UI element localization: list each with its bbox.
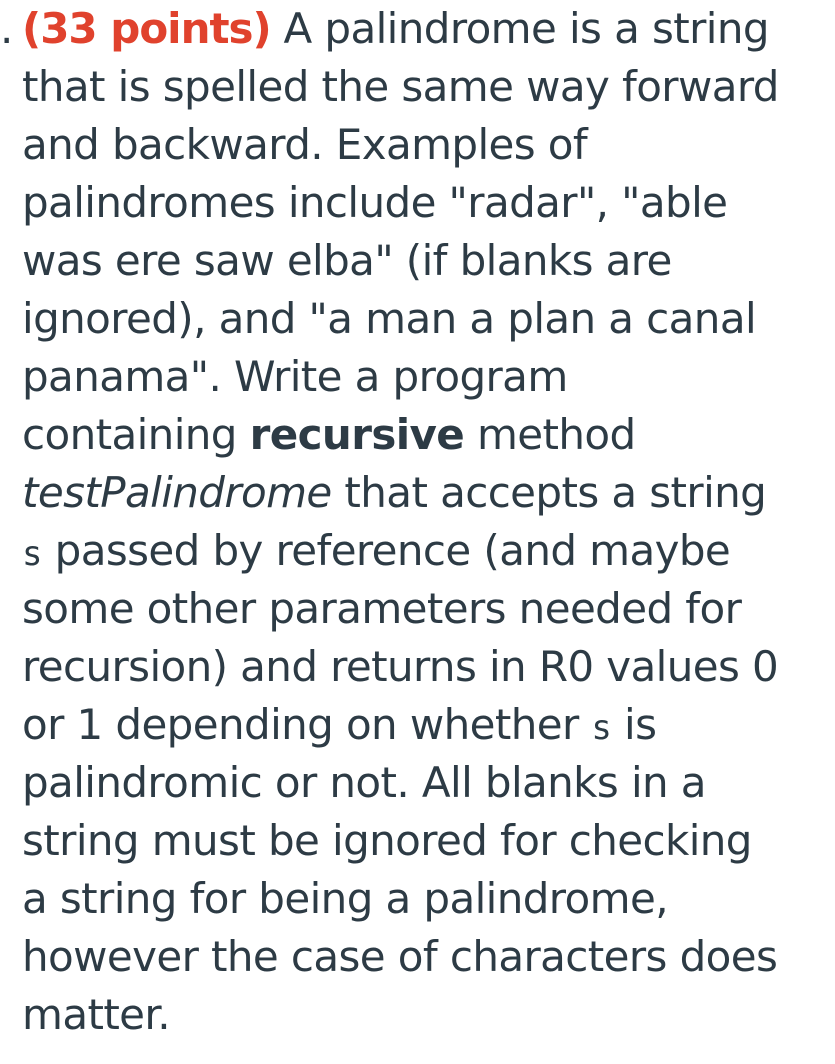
- question-line: was ere saw elba" (if blanks are: [22, 236, 672, 285]
- question-line: and backward. Examples of: [22, 120, 588, 169]
- method-name-testpalindrome: testPalindrome: [22, 468, 332, 517]
- question-text-segment: containing: [22, 410, 237, 459]
- question-text-segment: method: [476, 410, 636, 459]
- question-line: [0, 406, 835, 464]
- question-text-segment: that accepts a string: [344, 468, 767, 517]
- question-line: [0, 522, 835, 580]
- question-line: matter.: [22, 990, 170, 1039]
- question-line: a string for being a palindrome,: [22, 874, 668, 923]
- code-variable-s: s: [22, 534, 42, 574]
- question-text-segment: passed by reference (and maybe: [54, 526, 731, 575]
- question-line: [0, 0, 835, 58]
- points-label: (33 points): [22, 4, 271, 53]
- question-text-segment: A palindrome is a string: [283, 4, 769, 53]
- question-line: [0, 464, 835, 522]
- question-line: palindromes include "radar", "able: [22, 178, 728, 227]
- question-text-segment: or 1 depending on whether: [22, 700, 579, 749]
- question-line: [0, 696, 835, 754]
- question-line: palindromic or not. All blanks in a: [22, 758, 706, 807]
- question-number-marker: .: [0, 4, 13, 53]
- bold-term-recursive: recursive: [249, 410, 465, 459]
- question-line: string must be ignored for checking: [22, 816, 752, 865]
- question-line: panama". Write a program: [22, 352, 568, 401]
- question-line: some other parameters needed for: [22, 584, 742, 633]
- question-line: ignored), and "a man a plan a canal: [22, 294, 757, 343]
- question-text-segment: is: [624, 700, 657, 749]
- question-line: recursion) and returns in R0 values 0: [22, 642, 779, 691]
- question-line: however the case of characters does: [22, 932, 778, 981]
- question-line: that is spelled the same way forward: [22, 62, 779, 111]
- code-variable-s: s: [591, 708, 612, 748]
